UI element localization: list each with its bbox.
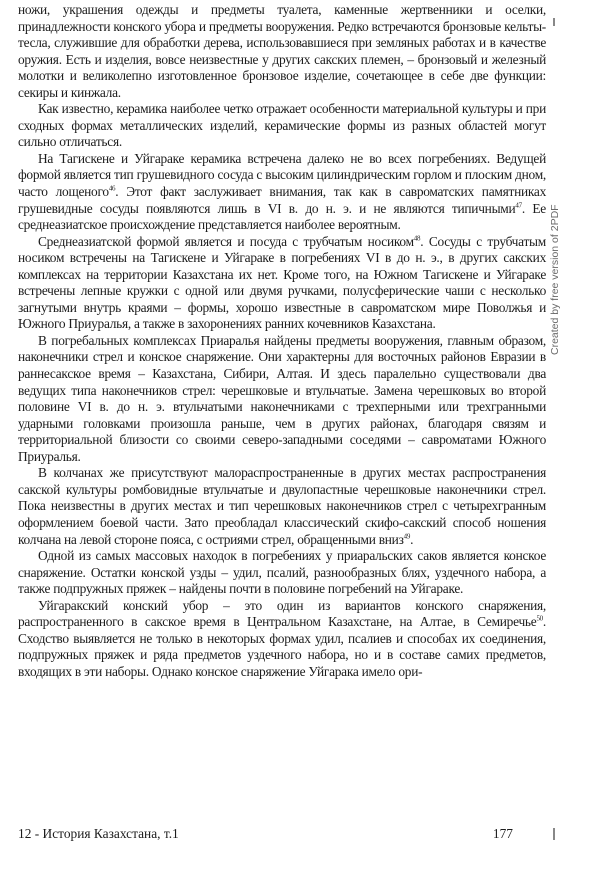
paragraph-text: . — [410, 531, 414, 547]
footnote-ref: 46 — [108, 184, 116, 193]
paragraph-text: Как известно, керамика наиболее четко отражает особенности материальной культуры и при сходных формах металлических изделий, керамические формы из разных областей могут сильно отличаться. — [18, 101, 546, 150]
paragraph — [18, 2, 546, 101]
footnote-ref: 47 — [515, 201, 522, 210]
page-number: 177 — [492, 826, 513, 841]
paragraph-text: . Сосуды с трубчатым носиком встречены на Тагискене и Уйгараке в погребениях VI в до н. э., в других сакских комплексах на территории Казахстана их нет. Кроме того, на Южном Тагискене и Уйгараке встречены лепные кружки с одной или двумя ручками, полусферические чаши с несколько загнутыми внутрь краями – формы, хорошо известные в савроматском мире Поволжья и Южного Приуралья, а также в захоронениях ранних кочевников Казахстана. — [18, 233, 546, 332]
paragraph-text: На Тагискене и Уйгараке керамика встречена далеко не во всех погребениях. Ведущей формой является тип грушевидного сосуда с высоким цилиндрическим горлом и плоским дном, часто лощеного — [18, 150, 546, 200]
paragraph — [18, 333, 546, 465]
paragraph-text: Среднеазиатской формой является и посуда с трубчатым носиком — [38, 233, 414, 249]
paragraph — [18, 598, 546, 681]
paragraph-text: В колчанах же присутствуют малораспространенные в других местах распространения сакской культуры ромбовидные втульчатые и двулопастные черешковые наконечники стрел. Пока неизвестны в других местах и тип черешковых наконечников стрел с четырехгранным оформлением боевой части. Зато преобладал классический скифо-сакский способ ношения колчана на левой стороне пояса, с остриями стрел, обращенными вниз — [18, 465, 546, 547]
scan-edge-mark — [553, 18, 555, 26]
paragraph-text: В погребальных комплексах Приаралья найдены предметы вооружения, главным образом, наконечники стрел и конское снаряжение. Они характерны для восточных районов Евразии в раннесакское время – Казахстана, Сибири, Алтая. И здесь паралельно существовали два ведущих типа наконечников стрел: черешковые и втульчатые. Замена черешковых во второй половине VI в. до н. э. втульчатыми наконечниками с трехперными или трехгранными ударными головками произошла раньше, чем в других районах, благодаря связям и территориальной близости со своими северо-западными соседями – савроматами Южного Приуралья. — [18, 332, 546, 464]
footnote-ref: 48 — [413, 234, 421, 243]
footer-signature: 12 - История Казахстана, т.1 — [18, 826, 179, 841]
footnote-ref: 50 — [536, 614, 543, 623]
paragraph-text: Уйгаракский конский убор – это один из вариантов конского снаряжения, распространенного в сакское время в Центральном Казахстане, на Алтае, в Семиречье — [18, 597, 546, 630]
watermark: Created by free version of 2PDF — [549, 204, 561, 355]
scan-edge-mark — [553, 828, 555, 840]
paragraph — [18, 101, 546, 151]
paragraph-text: . Ее среднеазиатское происхождение представляется наиболее вероятным. — [18, 200, 546, 233]
paragraph-text: . Сходство выявляется не только в некоторых формах удил, псалиев и способах их соединения, подпружных пряжек и ряда предметов уздечного набора, но и в составе самих предметов, входящих в эти наборы. Однако конское снаряжение Уйгарака имело ори- — [18, 614, 546, 679]
paragraph — [18, 234, 546, 333]
page-body — [18, 2, 546, 680]
paragraph-text: Одной из самых массовых находок в погребениях у приаральских саков является конское снаряжение. Остатки конской узды – удил, псалий, разнообразных блях, уздечного набора, а также подпружных пряжек – найдены почти в половине погребений на Уйгараке. — [18, 548, 546, 597]
paragraph — [18, 548, 546, 598]
paragraph-text: . Этот факт заслуживает внимания, так как в савроматских памятниках грушевидные сосуды появляются лишь в VI в. до н. э. и не являются типичными — [18, 184, 546, 216]
paragraph — [18, 465, 546, 548]
paragraph-text: ножи, украшения одежды и предметы туалета, каменные жертвенники и оселки, принадлежности конского убора и предметы вооружения. Редко встречаются бронзовые кельты-тесла, служившие для обработки дерева, использовавшиеся при земляных работах и в качестве оружия. Есть и изделия, вовсе неизвестные у других сакских племен, – бронзовый и железный молотки и великолепно изготовленное бронзовое изделие, сочетающее в себе две функции: секиры и кинжала. — [18, 2, 546, 100]
footnote-ref: 49 — [403, 532, 411, 541]
paragraph — [18, 151, 546, 234]
